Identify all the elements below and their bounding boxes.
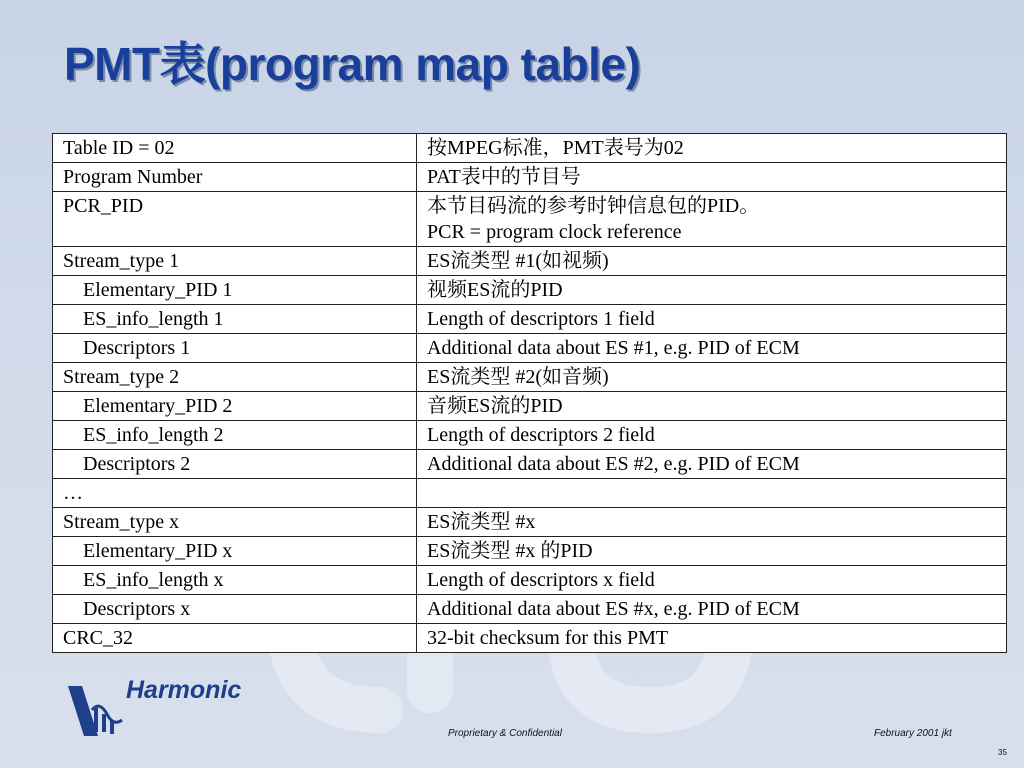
field-name-cell: ES_info_length 1: [53, 305, 417, 334]
description-line: [427, 480, 996, 506]
table-row: [53, 363, 1007, 392]
field-name-cell: ES_info_length x: [53, 566, 417, 595]
description-line: Length of descriptors 2 field: [427, 424, 655, 446]
brand-name: Harmonic: [126, 676, 242, 704]
description-cell: [417, 392, 1007, 421]
description-line: 本节目码流的参考时钟信息包的PID。: [427, 195, 760, 217]
description-cell: [417, 363, 1007, 392]
field-name-cell: Stream_type x: [53, 508, 417, 537]
table-row: [53, 595, 1007, 624]
description-line: Additional data about ES #2, e.g. PID of ECM: [427, 453, 800, 475]
description-line: ES流类型 #x 的PID: [427, 540, 593, 562]
pmt-table-body: [53, 134, 1007, 653]
slide-title: PMT表(program map table): [64, 38, 641, 90]
table-row: [53, 305, 1007, 334]
table-row: [53, 537, 1007, 566]
table-row: [53, 421, 1007, 450]
description-cell: [417, 334, 1007, 363]
field-name-cell: Descriptors 2: [53, 450, 417, 479]
description-cell: [417, 508, 1007, 537]
description-cell: [417, 276, 1007, 305]
field-name-cell: PCR_PID: [53, 192, 417, 247]
field-name-cell: Elementary_PID 1: [53, 276, 417, 305]
table-row: [53, 247, 1007, 276]
description-line: Additional data about ES #1, e.g. PID of ECM: [427, 337, 800, 359]
page-number: 35: [998, 748, 1007, 757]
footer-date: February 2001 jkt: [874, 728, 952, 739]
description-line: 音频ES流的PID: [427, 395, 563, 417]
table-row: [53, 450, 1007, 479]
description-cell: [417, 479, 1007, 508]
description-line: ES流类型 #x: [427, 511, 536, 533]
description-cell: [417, 624, 1007, 653]
table-row: [53, 392, 1007, 421]
description-cell: [417, 192, 1007, 247]
field-name-cell: Elementary_PID 2: [53, 392, 417, 421]
table-row: [53, 334, 1007, 363]
description-line: 按MPEG标准，PMT表号为02: [427, 137, 684, 159]
confidential-note: Proprietary & Confidential: [448, 728, 562, 739]
description-line: 视频ES流的PID: [427, 279, 563, 301]
description-cell: [417, 163, 1007, 192]
description-line: ES流类型 #1(如视频): [427, 250, 609, 272]
field-name-cell: Stream_type 1: [53, 247, 417, 276]
table-row: [53, 134, 1007, 163]
table-row: [53, 192, 1007, 247]
field-name-cell: Program Number: [53, 163, 417, 192]
description-cell: [417, 305, 1007, 334]
description-line: Additional data about ES #x, e.g. PID of ECM: [427, 598, 800, 620]
description-line: 32-bit checksum for this PMT: [427, 627, 669, 649]
field-name-cell: Table ID = 02: [53, 134, 417, 163]
table-row: [53, 276, 1007, 305]
field-name-cell: Stream_type 2: [53, 363, 417, 392]
field-name-cell: Descriptors x: [53, 595, 417, 624]
table-row: [53, 508, 1007, 537]
description-cell: [417, 450, 1007, 479]
description-cell: [417, 247, 1007, 276]
field-name-cell: CRC_32: [53, 624, 417, 653]
table-row: [53, 624, 1007, 653]
description-line: Length of descriptors 1 field: [427, 308, 655, 330]
pmt-table: [52, 133, 1007, 653]
field-name-cell: ES_info_length 2: [53, 421, 417, 450]
harmonic-logo-icon: [66, 680, 126, 740]
description-line: ES流类型 #2(如音频): [427, 366, 609, 388]
description-cell: [417, 537, 1007, 566]
table-row: [53, 479, 1007, 508]
table-row: [53, 566, 1007, 595]
field-name-cell: Elementary_PID x: [53, 537, 417, 566]
description-cell: [417, 421, 1007, 450]
description-cell: [417, 595, 1007, 624]
field-name-cell: Descriptors 1: [53, 334, 417, 363]
field-name-cell: …: [53, 479, 417, 508]
description-line: PAT表中的节目号: [427, 166, 581, 188]
description-cell: [417, 566, 1007, 595]
description-line: Length of descriptors x field: [427, 569, 655, 591]
description-line: PCR = program clock reference: [427, 221, 682, 243]
table-row: [53, 163, 1007, 192]
description-cell: [417, 134, 1007, 163]
